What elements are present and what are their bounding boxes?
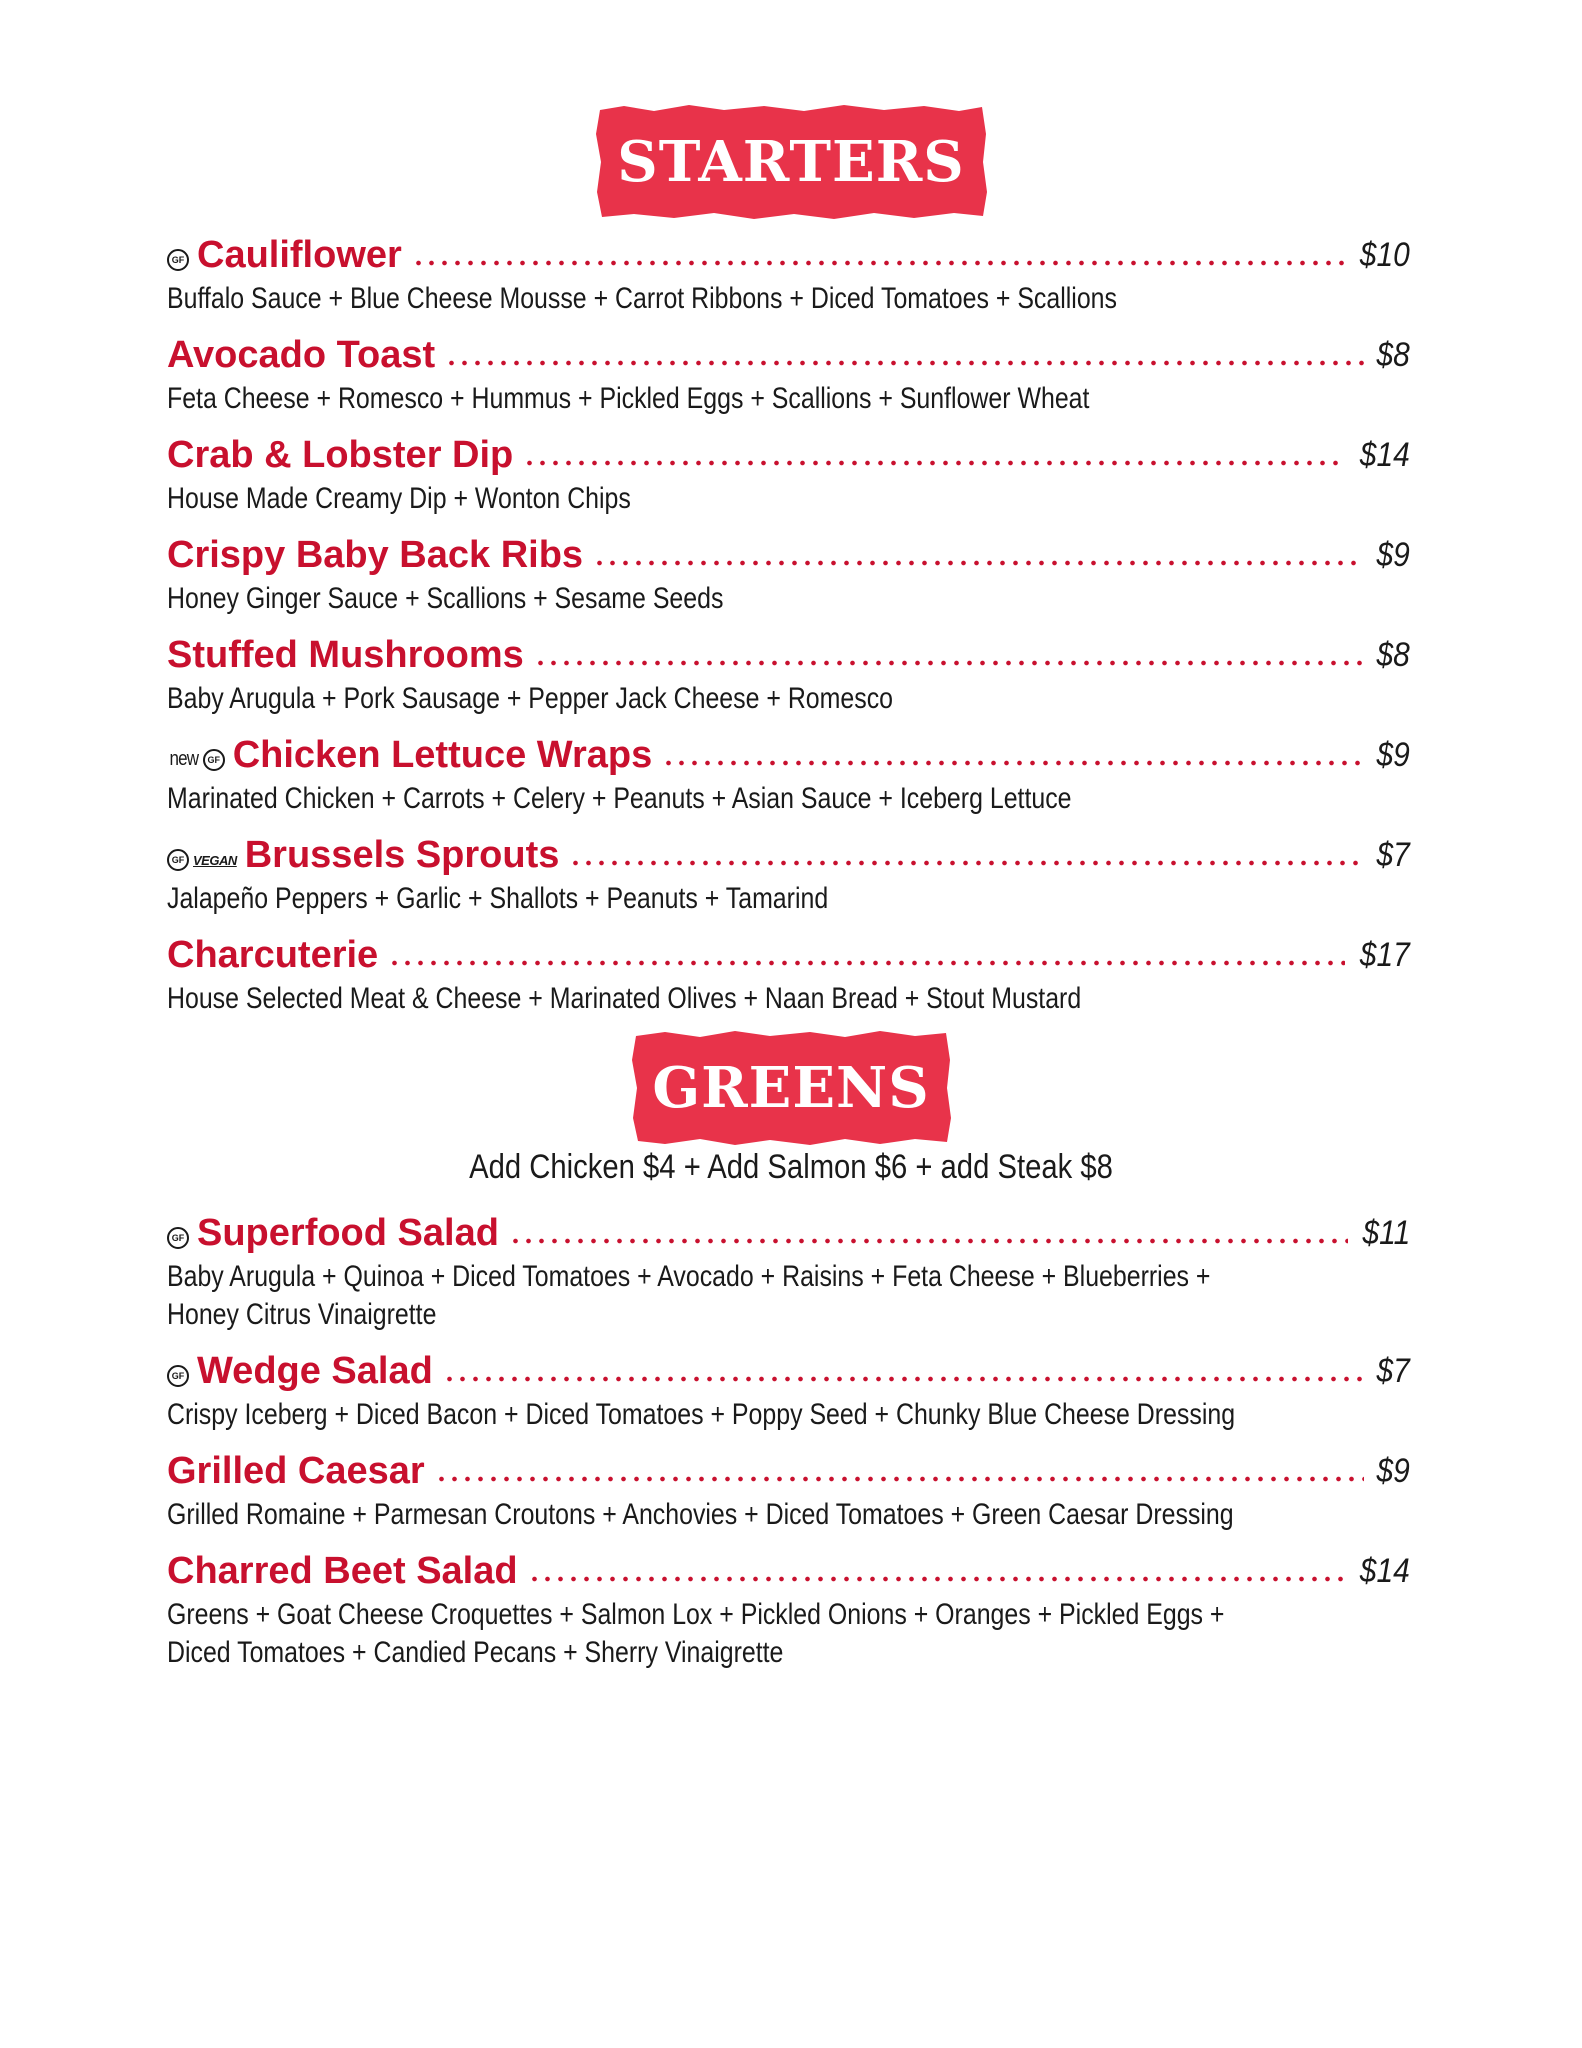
gluten-free-icon: GF [167,1227,189,1249]
diet-tags [167,849,239,871]
menu-item-head [167,230,1410,280]
menu-item-head [167,330,1410,380]
diet-tags [167,249,191,271]
menu-item-price: $11 [1362,1214,1410,1252]
menu-item-description: Honey Ginger Sauce + Scallions + Sesame Seeds [167,582,724,615]
menu-item-head [167,530,1410,580]
menu-item-name: Avocado Toast [167,334,436,376]
menu-item-description: Crispy Iceberg + Diced Bacon + Diced Tomatoes + Poppy Seed + Chunky Blue Cheese Dressing [167,1398,1236,1431]
menu-item [167,730,1410,818]
diet-tags [167,748,227,771]
menu-item [167,1446,1410,1534]
menu-item [167,830,1410,918]
menu-item-price: $8 [1376,336,1410,374]
menu-item-price: $9 [1376,736,1410,774]
vegan-icon: VEGAN [193,852,237,868]
starters-title: STARTERS [617,129,965,195]
menu-item-name: Superfood Salad [197,1212,499,1254]
menu-item-price: $10 [1360,236,1410,274]
menu-item-description: Greens + Goat Cheese Croquettes + Salmon Lox + Pickled Onions + Oranges + Pickled Eggs + [167,1598,1225,1631]
menu-item [167,330,1410,418]
greens-title: GREENS [652,1055,930,1121]
menu-item [167,1546,1410,1672]
menu-item-head [167,1208,1410,1258]
menu-item-description: Diced Tomatoes + Candied Pecans + Sherry Vinaigrette [167,1636,784,1669]
menu-item-description: Marinated Chicken + Carrots + Celery + Peanuts + Asian Sauce + Iceberg Lettuce [167,782,1072,815]
menu-item-price: $17 [1360,936,1410,974]
greens-banner-wrap [0,1030,1582,1146]
menu-item-description: Grilled Romaine + Parmesan Croutons + Anchovies + Diced Tomatoes + Green Caesar Dressing [167,1498,1234,1531]
menu-item [167,930,1410,1018]
dot-leader [509,1238,1348,1244]
menu-item-price: $7 [1376,1352,1410,1390]
greens-banner [630,1030,952,1146]
dot-leader [569,860,1364,866]
gluten-free-icon: GF [167,849,189,871]
menu-item-name: Charcuterie [167,934,379,976]
menu-item-price: $14 [1360,436,1410,474]
dot-leader [523,460,1345,466]
dot-leader [388,960,1345,966]
menu-item [167,530,1410,618]
menu-item-description: Jalapeño Peppers + Garlic + Shallots + Peanuts + Tamarind [167,882,829,915]
menu-item [167,230,1410,318]
gluten-free-icon: GF [203,749,225,771]
dot-leader [435,1476,1364,1482]
menu-item-price: $9 [1376,536,1410,574]
menu-item-name: Grilled Caesar [167,1450,425,1492]
menu-item-head [167,930,1410,980]
menu-item-head [167,630,1410,680]
menu-item-name: Crab & Lobster Dip [167,434,514,476]
menu-item-description: Baby Arugula + Quinoa + Diced Tomatoes + Avocado + Raisins + Feta Cheese + Blueberries + [167,1260,1211,1293]
menu-item-description: Baby Arugula + Pork Sausage + Pepper Jack Cheese + Romesco [167,682,893,715]
menu-item [167,430,1410,518]
menu-item-price: $8 [1376,636,1410,674]
menu-item-description: House Selected Meat & Cheese + Marinated Olives + Naan Bread + Stout Mustard [167,982,1082,1015]
diet-tags [167,1227,191,1249]
dot-leader [593,560,1364,566]
diet-tags [167,1365,191,1387]
dot-leader [443,1376,1364,1382]
greens-add-ons: Add Chicken $4 + Add Salmon $6 + add Steak $8 [469,1148,1113,1186]
menu-item [167,630,1410,718]
gluten-free-icon: GF [167,1365,189,1387]
dot-leader [534,660,1364,666]
dot-leader [528,1576,1346,1582]
menu-item-name: Charred Beet Salad [167,1550,518,1592]
new-icon: new [169,748,199,770]
menu-item-name: Stuffed Mushrooms [167,634,524,676]
menu-item-head [167,1346,1410,1396]
menu-item-description: House Made Creamy Dip + Wonton Chips [167,482,631,515]
menu-item [167,1346,1410,1434]
starters-banner [594,104,988,220]
menu-item-head [167,730,1410,780]
dot-leader [662,760,1364,766]
starters-banner-wrap [0,104,1582,220]
menu-item [167,1208,1410,1334]
menu-item-price: $7 [1376,836,1410,874]
menu-item-head [167,1446,1410,1496]
dot-leader [445,360,1364,366]
menu-item-description: Honey Citrus Vinaigrette [167,1298,437,1331]
menu-item-description: Feta Cheese + Romesco + Hummus + Pickled Eggs + Scallions + Sunflower Wheat [167,382,1090,415]
gluten-free-icon: GF [167,249,189,271]
menu-item-name: Cauliflower [197,234,402,276]
menu-item-head [167,430,1410,480]
menu-item-price: $9 [1376,1452,1410,1490]
dot-leader [412,260,1345,266]
menu-item-price: $14 [1360,1552,1410,1590]
menu-item-description: Buffalo Sauce + Blue Cheese Mousse + Carrot Ribbons + Diced Tomatoes + Scallions [167,282,1117,315]
menu-item-name: Crispy Baby Back Ribs [167,534,584,576]
menu-item-name: Chicken Lettuce Wraps [232,734,653,776]
menu-item-head [167,1546,1410,1596]
menu-item-name: Brussels Sprouts [244,834,560,876]
menu-item-name: Wedge Salad [197,1350,433,1392]
menu-item-head [167,830,1410,880]
